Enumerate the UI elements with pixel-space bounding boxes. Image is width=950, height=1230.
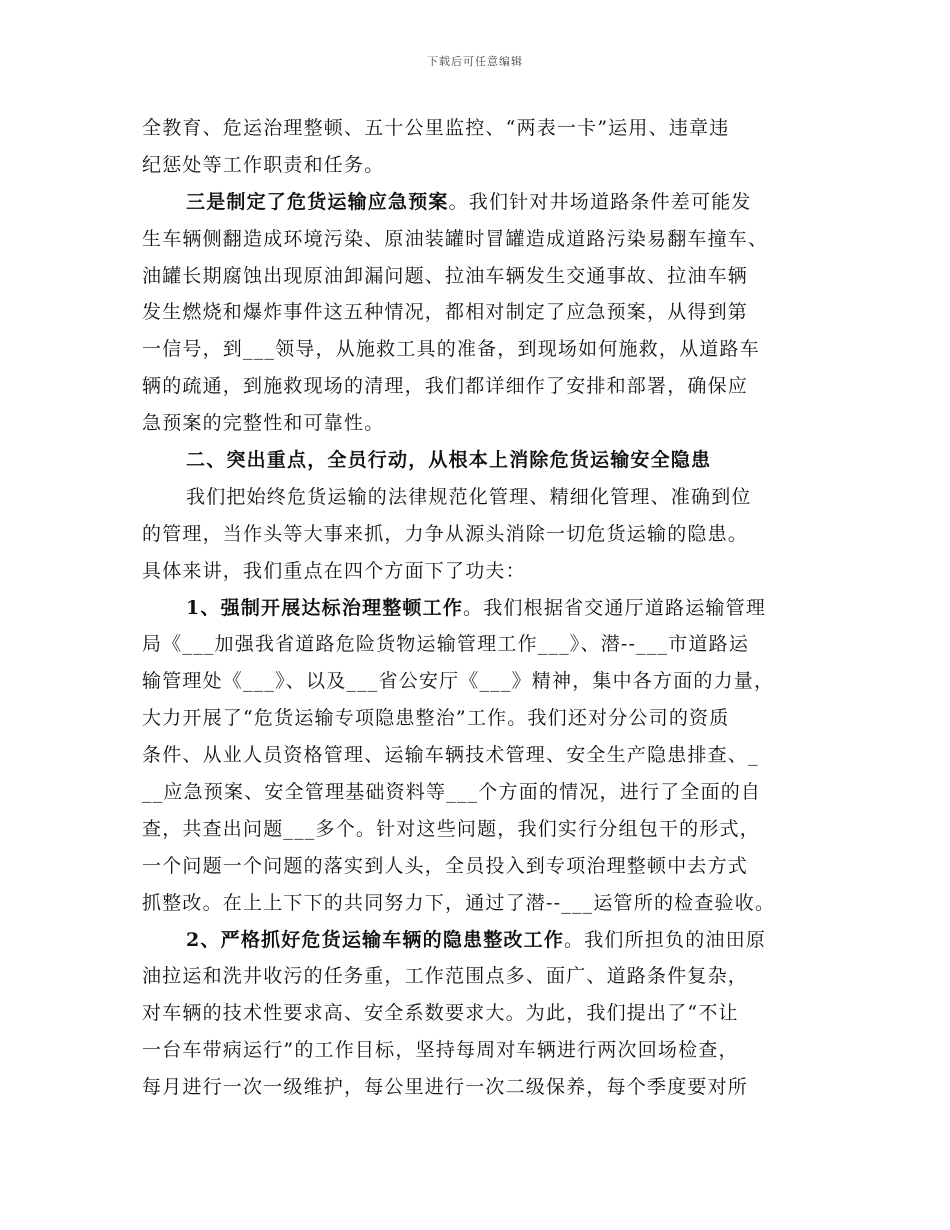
text-line bbox=[142, 331, 814, 368]
text-line bbox=[142, 626, 814, 663]
line-text: 大力开展了“危货运输专项隐患整治”工作。我们还对分公司的资质 bbox=[142, 707, 730, 730]
line-text: 油拉运和洗井收污的任务重，工作范围点多、面广、道路条件复杂， bbox=[142, 965, 749, 988]
text-line bbox=[142, 663, 814, 700]
line-text: 抓整改。在上上下下的共同努力下，通过了潜--___运管所的检查验收。 bbox=[142, 891, 776, 914]
line-text: __应急预案、安全管理基础资料等___个方面的情况，进行了全面的自 bbox=[142, 781, 762, 804]
text-line bbox=[142, 405, 814, 442]
text-line bbox=[142, 922, 814, 959]
line-text: 一信号，到___领导，从施救工具的准备，到现场如何施救，从道路车 bbox=[142, 338, 760, 361]
text-line bbox=[142, 221, 814, 258]
text-line bbox=[142, 258, 814, 295]
text-line bbox=[142, 368, 814, 405]
line-text: 条件、从业人员资格管理、运输车辆技术管理、安全生产隐患排查、_ bbox=[142, 744, 759, 767]
text-line bbox=[142, 700, 814, 737]
line-text: 每月进行一次一级维护，每公里进行一次二级保养，每个季度要对所 bbox=[142, 1076, 749, 1099]
line-text: 我们把始终危货运输的法律规范化管理、精细化管理、准确到位 bbox=[186, 485, 752, 508]
text-line bbox=[142, 442, 814, 479]
line-text: 辆的疏通，到施救现场的清理，我们都详细作了安排和部署，确保应 bbox=[142, 375, 749, 398]
text-line bbox=[142, 110, 814, 147]
line-text: 一个问题一个问题的落实到人头，全员投入到专项治理整顿中去方式 bbox=[142, 854, 749, 877]
document-body bbox=[142, 110, 814, 1106]
text-line bbox=[142, 774, 814, 811]
text-line bbox=[142, 885, 814, 922]
text-line bbox=[142, 1032, 814, 1069]
line-text: 的管理，当作头等大事来抓，力争从源头消除一切危货运输的隐患。 bbox=[142, 522, 749, 545]
text-line bbox=[142, 553, 814, 590]
line-text: 。我们针对井场道路条件差可能发 bbox=[448, 190, 752, 213]
bold-heading: 1、强制开展达标治理整顿工作 bbox=[186, 596, 464, 619]
text-line bbox=[142, 184, 814, 221]
text-line bbox=[142, 737, 814, 774]
text-line bbox=[142, 294, 814, 331]
line-text: 输管理处《___》、以及___省公安厅《___》精神，集中各方面的力量， bbox=[142, 670, 775, 693]
bold-heading: 三是制定了危货运输应急预案 bbox=[186, 190, 449, 213]
line-text: 全教育、危运治理整顿、五十公里监控、“两表一卡”运用、违章违 bbox=[142, 117, 730, 139]
text-line bbox=[142, 479, 814, 516]
line-text: 局《___加强我省道路危险货物运输管理工作___》、潜--___市道路运 bbox=[142, 633, 750, 656]
line-text: 油罐长期腐蚀出现原油卸漏问题、拉油车辆发生交通事故、拉油车辆 bbox=[142, 264, 749, 287]
text-line bbox=[142, 811, 814, 848]
line-text: 查，共查出问题___多个。针对这些问题，我们实行分组包干的形式， bbox=[142, 817, 760, 840]
line-text: 纪惩处等工作职责和任务。 bbox=[142, 153, 385, 176]
bold-heading: 二、突出重点，全员行动，从根本上消除危货运输安全隐患 bbox=[186, 449, 712, 472]
line-text: 。我们所担负的油田原 bbox=[564, 928, 767, 951]
line-text: 。我们根据省交通厅道路运输管理 bbox=[463, 596, 767, 619]
text-line bbox=[142, 590, 814, 627]
text-line bbox=[142, 1069, 814, 1106]
line-text: 急预案的完整性和可靠性。 bbox=[142, 412, 385, 435]
line-text: 一台车带病运行”的工作目标，坚持每周对车辆进行两次回场检查， bbox=[142, 1039, 739, 1062]
text-line bbox=[142, 995, 814, 1032]
page-header: 下载后可任意编辑 bbox=[427, 55, 523, 68]
line-text: 具体来讲，我们重点在四个方面下了功夫： bbox=[142, 559, 526, 582]
bold-heading: 2、严格抓好危货运输车辆的隐患整改工作 bbox=[186, 928, 565, 951]
line-text: 对车辆的技术性要求高、安全系数要求大。为此，我们提出了“不让 bbox=[142, 1002, 739, 1025]
text-line bbox=[142, 147, 814, 184]
text-line bbox=[142, 958, 814, 995]
text-line bbox=[142, 848, 814, 885]
text-line bbox=[142, 516, 814, 553]
line-text: 生车辆侧翻造成环境污染、原油装罐时冒罐造成道路污染易翻车撞车、 bbox=[142, 227, 769, 250]
line-text: 发生燃烧和爆炸事件这五种情况，都相对制定了应急预案，从得到第 bbox=[142, 301, 749, 324]
